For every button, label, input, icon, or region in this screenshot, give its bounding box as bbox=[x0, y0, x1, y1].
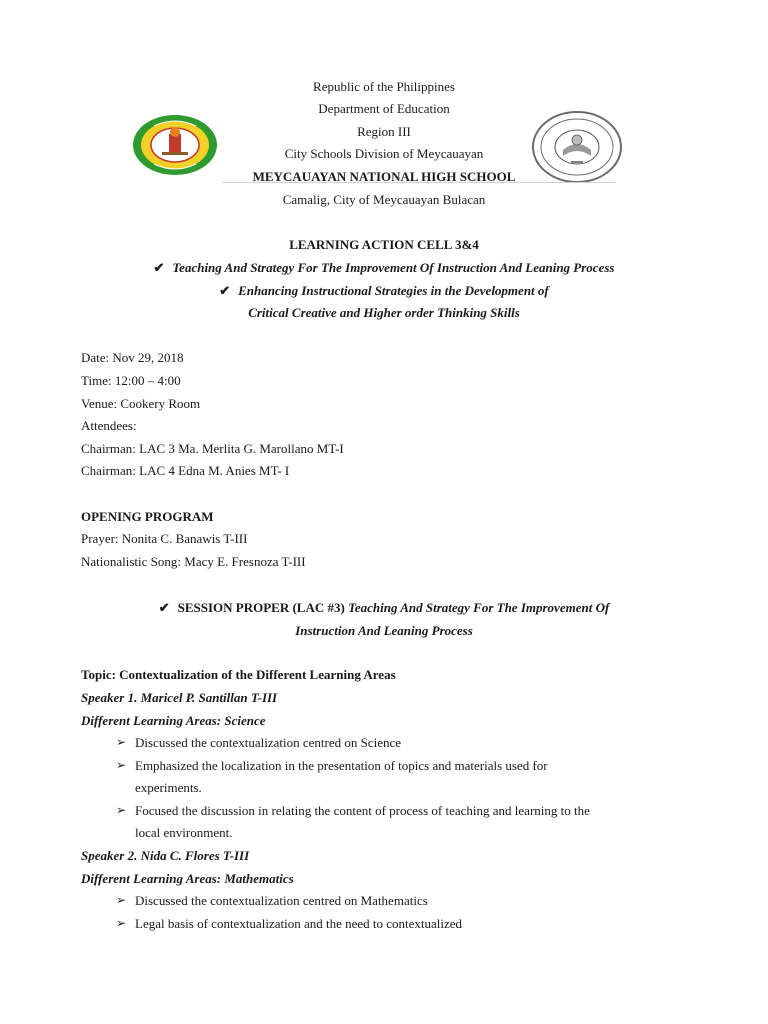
school-address: Camalig, City of Meycauayan Bulacan bbox=[282, 192, 486, 207]
meeting-date: Date: Nov 29, 2018 bbox=[81, 350, 184, 365]
session-proper-line1 bbox=[0, 600, 768, 616]
session-title-1: Teaching And Strategy For The Improvement Of bbox=[348, 600, 610, 615]
learning-area-1: Different Learning Areas: Science bbox=[81, 713, 266, 728]
speaker1-bullet-3-cont: local environment. bbox=[135, 825, 233, 840]
speaker2-bullet-2: Legal basis of contextualization and the need to contextualized bbox=[135, 916, 463, 931]
session-label: SESSION PROPER (LAC #3) bbox=[177, 600, 345, 615]
opening-program-heading: OPENING PROGRAM bbox=[81, 509, 214, 524]
check-icon: ✔ bbox=[219, 283, 231, 298]
check-icon: ✔ bbox=[158, 600, 170, 615]
check-icon: ✔ bbox=[153, 260, 165, 275]
opening-song: Nationalistic Song: Macy E. Fresnoza T-III bbox=[81, 554, 306, 569]
speaker1-bullet-2: Emphasized the localization in the presentation of topics and materials used for bbox=[135, 758, 548, 773]
opening-prayer: Prayer: Nonita C. Banawis T-III bbox=[81, 531, 248, 546]
session-title-2: Instruction And Leaning Process bbox=[295, 623, 473, 638]
speaker1-bullet-2-cont: experiments. bbox=[135, 780, 202, 795]
title-item-1 bbox=[0, 260, 768, 276]
bullet-arrow-icon: ➢ bbox=[116, 916, 127, 930]
meeting-time: Time: 12:00 – 4:00 bbox=[81, 373, 181, 388]
title-item-2-text: Enhancing Instructional Strategies in the Development of bbox=[238, 283, 549, 298]
bullet-arrow-icon: ➢ bbox=[116, 893, 127, 907]
bullet-arrow-icon: ➢ bbox=[116, 735, 127, 749]
speaker1-bullet-3: Focused the discussion in relating the content of process of teaching and learning to the bbox=[135, 803, 590, 818]
chairman-lac3: Chairman: LAC 3 Ma. Merlita G. Marollano MT-I bbox=[81, 441, 344, 456]
header-region: Region III bbox=[357, 124, 411, 139]
header-division: City Schools Division of Meycauayan bbox=[284, 146, 484, 161]
title-item-1-text: Teaching And Strategy For The Improvement Of Instruction And Leaning Process bbox=[172, 260, 615, 275]
title-item-2-line2: Critical Creative and Higher order Thinking Skills bbox=[248, 305, 520, 320]
meeting-venue: Venue: Cookery Room bbox=[81, 396, 201, 411]
learning-area-2: Different Learning Areas: Mathematics bbox=[81, 871, 294, 886]
chairman-lac4: Chairman: LAC 4 Edna M. Anies MT- I bbox=[81, 463, 290, 478]
document-title: LEARNING ACTION CELL 3&4 bbox=[289, 237, 479, 252]
header-republic: Republic of the Philippines bbox=[313, 79, 455, 94]
bullet-arrow-icon: ➢ bbox=[116, 803, 127, 817]
speaker-2: Speaker 2. Nida C. Flores T-III bbox=[81, 848, 250, 863]
bullet-arrow-icon: ➢ bbox=[116, 758, 127, 772]
topic-heading: Topic: Contextualization of the Different Learning Areas bbox=[81, 667, 396, 682]
school-name: MEYCAUAYAN NATIONAL HIGH SCHOOL bbox=[252, 169, 516, 184]
title-item-2 bbox=[0, 283, 768, 299]
speaker2-bullet-1: Discussed the contextualization centred on Mathematics bbox=[135, 893, 428, 908]
speaker-1: Speaker 1. Maricel P. Santillan T-III bbox=[81, 690, 278, 705]
header-department: Department of Education bbox=[318, 101, 450, 116]
speaker1-bullet-1: Discussed the contextualization centred on Science bbox=[135, 735, 402, 750]
attendees-label: Attendees: bbox=[81, 418, 137, 433]
